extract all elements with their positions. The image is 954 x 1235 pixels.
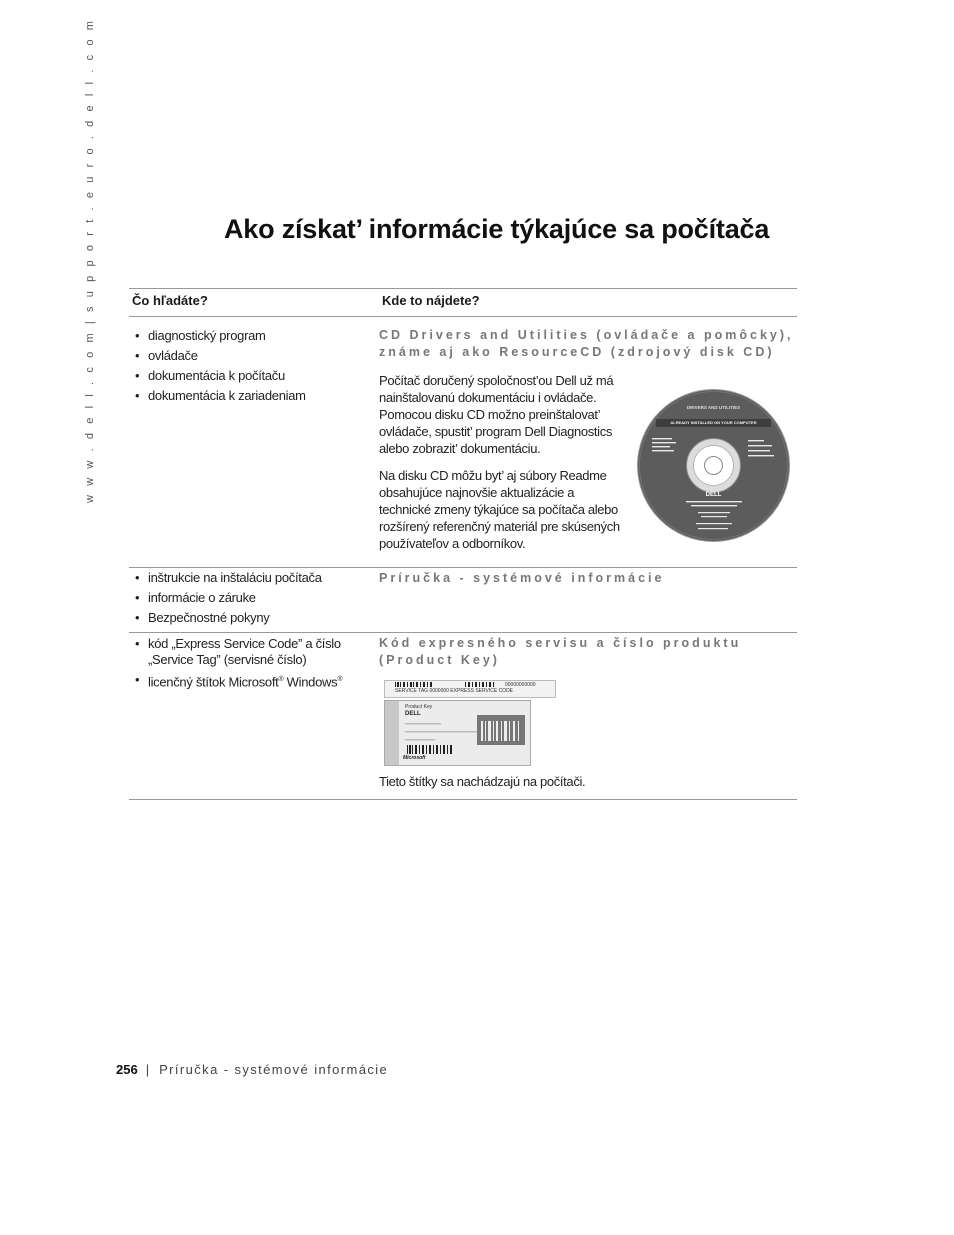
side-url: w w w . d e l l . c o m | s u p p o r t . e u r o . d e l l . c o m — [84, 17, 96, 503]
footer-title: Príručka - systémové informácie — [159, 1062, 389, 1077]
list-item: • diagnostický program — [135, 328, 379, 344]
cd-label-sub: ALREADY INSTALLED ON YOUR COMPUTER — [670, 420, 757, 425]
registered-mark: ® — [337, 676, 343, 683]
list-item: • informácie o záruke — [135, 590, 379, 606]
list-item: • dokumentácia k zariadeniam — [135, 388, 379, 404]
cd-disc-image — [636, 388, 791, 543]
header-what: Čo hľadáte? — [132, 293, 208, 308]
dell-logo-label: DELL — [405, 711, 421, 717]
service-tag-number: 00000000000 — [505, 682, 536, 688]
license-label-text: licenčný štítok Microsoft — [148, 674, 279, 690]
table-row-service-code — [129, 633, 797, 800]
labels-caption: Tieto štítky sa nachádzajú na počítači. — [379, 774, 586, 789]
table-row-cd — [129, 317, 797, 568]
header-where: Kde to nájdete? — [382, 293, 480, 308]
item-list-cd — [135, 328, 379, 404]
table-header — [129, 289, 797, 317]
page-number: 256 — [116, 1062, 138, 1077]
list-item: • Bezpečnostné pokyny — [135, 610, 379, 626]
resource-title-system-info: Príručka - systémové informácie — [379, 571, 665, 585]
resource-title-service-code: Kód expresného servisu a číslo produktu (Product Key) — [379, 636, 742, 667]
page-footer — [116, 1062, 388, 1077]
microsoft-logo: Microsoft — [403, 755, 426, 761]
list-item: • inštrukcie na inštaláciu počítača — [135, 570, 379, 586]
list-item — [135, 672, 379, 690]
product-key-label-image — [384, 700, 531, 766]
footer-separator: | — [145, 1062, 150, 1077]
item-list-system-info — [135, 570, 379, 626]
windows-text: Windows — [283, 674, 338, 690]
service-tag-text: SERVICE TAG 0000000 EXPRESS SERVICE CODE — [395, 688, 514, 694]
cd-description: Počítač doručený spoločnost’ou Dell už má nainštalovanú dokumentáciu i ovládače. Pomocou disku CD možno preinštalovat’ ovládače, spustit’ program Dell Diagnostics alebo zobrazit’ dokumentáciu. — [379, 373, 614, 456]
list-item: • kód „Express Service Code” a číslo „Service Tag” (servisné číslo) — [135, 636, 379, 668]
cd-readme-note: Na disku CD môžu byt’ aj súbory Readme obsahujúce najnovšie aktualizácie a technické zmeny týkajúce sa počítača alebo rozšírený referenčný materiál pre skúsených používateľov a odborníkov. — [379, 468, 620, 551]
table-row-system-info — [129, 568, 797, 633]
list-item: • dokumentácia k počítaču — [135, 368, 379, 384]
cd-label-top: DRIVERS AND UTILITIES — [686, 405, 741, 410]
service-tag-label-image — [384, 680, 556, 698]
page-title: Ako získat’ informácie týkajúce sa počítača — [224, 214, 770, 244]
item-list-service-code — [135, 636, 379, 690]
resource-title-cd: CD Drivers and Utilities (ovládače a pomôcky), známe aj ako ResourceCD (zdrojový disk CD) — [379, 328, 794, 359]
dell-logo: DELL — [705, 492, 722, 498]
product-key-text: Product Key — [405, 704, 433, 710]
registered-mark: ® — [278, 676, 284, 683]
info-table — [129, 288, 797, 800]
list-item: • ovládače — [135, 348, 379, 364]
